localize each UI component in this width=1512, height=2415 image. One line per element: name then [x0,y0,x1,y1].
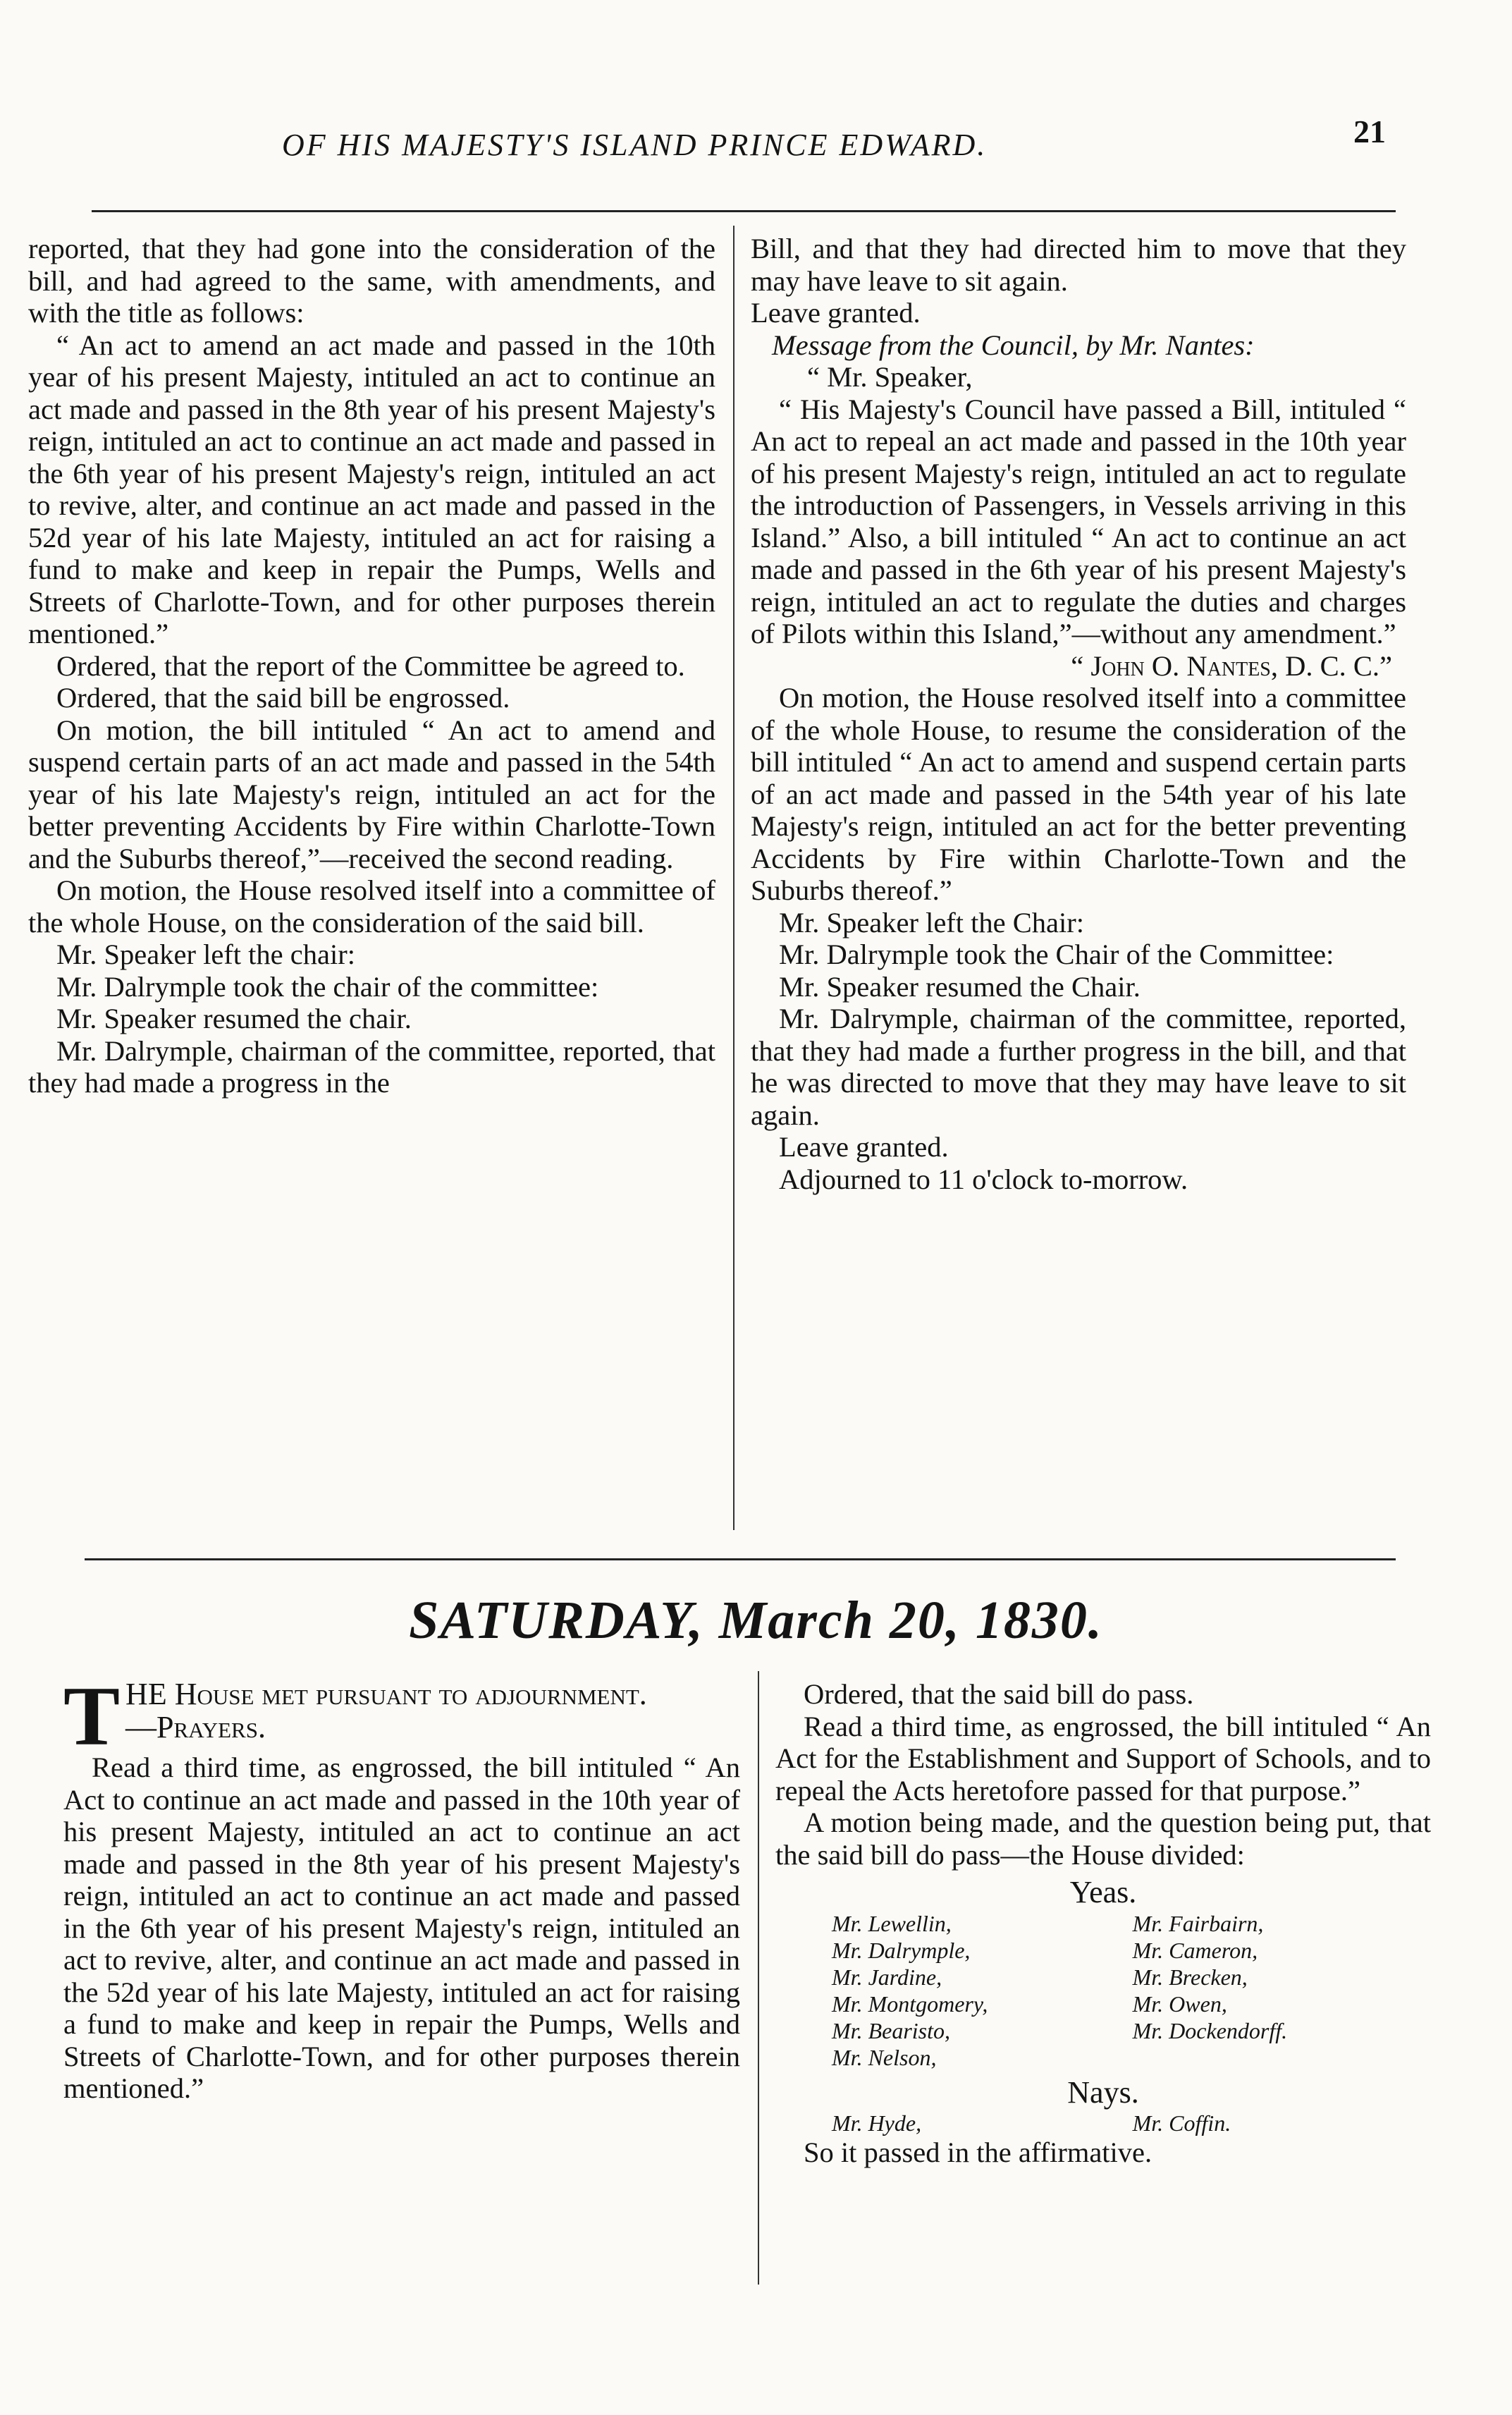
signature: “ John O. Nantes, D. C. C.” [1071,649,1392,682]
message-heading: Message from the Council, by Mr. Nantes: [772,329,1255,361]
column-divider [733,226,735,1530]
running-title: OF HIS MAJESTY'S ISLAND PRINCE EDWARD. [282,128,988,162]
paragraph: reported, that they had gone into the consideration of the bill, and had agreed to the same, with amendments, and with the title as follows: [28,233,715,329]
paragraph: On motion, the House resolved itself into a committee of the whole House, to resume the consideration of the bill intituled “ An act to amend and suspend certain parts of an act made and passed in the 54th year of his late Majesty's reign, intituled an act for the better preventing Accidents by Fire within Charlotte-Town and the Suburbs thereof.” [751,682,1406,906]
paragraph: On motion, the House resolved itself into a committee of the whole House, on the consideration of the said bill. [28,874,715,939]
left-column-bottom [63,1669,740,2105]
paragraph: Mr. Dalrymple, chairman of the committee, reported, that they had made a progress in the [28,1034,715,1099]
opening-line: HE House met pursuant to adjournment. [125,1677,647,1711]
prayers-label: —Prayers. [125,1709,266,1744]
closing-line: So it passed in the affirmative. [804,2136,1153,2168]
column-divider [758,1671,759,2285]
vote-row [775,1937,1431,1964]
right-column-bottom [775,1678,1431,2169]
paragraph: Mr. Speaker left the Chair: [779,906,1085,939]
vote-row [775,1910,1431,1937]
member-name: Mr. Nelson, [832,2044,937,2070]
section-rule [85,1558,1396,1560]
paragraph: Ordered, that the said bill be engrossed. [56,682,510,714]
paragraph: Mr. Speaker resumed the Chair. [779,970,1141,1003]
paragraph: “ An act to amend an act made and passed in the 10th year of his present Majesty, intituled an act to continue an act made and passed in the 8th year of his present Majesty's reign, intituled an act to continue an act made and passed in the 6th year of his present Majesty's reign, intituled an act to revive, alter, and continue an act made and passed in the 52d year of his late Majesty, intituled an act for raising a fund to make and keep in repair the Pumps, Wells and Streets of Charlotte-Town, and for other purposes therein mentioned.” [28,329,715,649]
vote-row [775,2044,1431,2071]
vote-row [775,2110,1431,2136]
member-name: Mr. Dockendorff. [1132,2017,1288,2043]
member-name: Mr. Lewellin, [832,1910,952,1936]
paragraph: Bill, and that they had directed him to move that they may have leave to sit again. [751,233,1406,297]
left-column-top [28,233,715,1099]
vote-row [775,1991,1431,2017]
paragraph: Ordered, that the said bill do pass. [804,1678,1194,1710]
member-name: Mr. Hyde, [832,2110,922,2136]
yeas-label: Yeas. [1069,1875,1137,1909]
council-message: “ His Majesty's Council have passed a Bill, intituled “ An act to repeal an act made and passed in the 10th year of his present Majesty's reign, intituled an act to regulate the introduction of Passengers, in Vessels arriving in this Island.” Also, a bill intituled “ An act to continue an act made and passed in the 6th year of his present Majesty's reign, intituled an act to regulate the duties and charges of Pilots within this Island,”—without any amendment.” [751,393,1406,649]
date-heading: SATURDAY, March 20, 1830. [409,1591,1103,1650]
paragraph: Leave granted. [751,297,921,329]
paragraph: A motion being made, and the question being put, that the said bill do pass—the House divided: [775,1806,1431,1871]
paragraph: Mr. Dalrymple took the Chair of the Committee: [779,939,1334,970]
member-name: Mr. Owen, [1132,1991,1227,2017]
member-name: Mr. Bearisto, [832,2017,950,2043]
paragraph: Leave granted. [779,1131,949,1163]
right-column-top [751,233,1406,1195]
paragraph: Adjourned to 11 o'clock to-morrow. [779,1163,1188,1195]
paragraph: Mr. Speaker left the chair: [56,939,355,970]
drop-cap: T [63,1669,121,1763]
salutation: “ Mr. Speaker, [807,361,973,393]
running-head [0,106,1512,169]
paragraph: Mr. Dalrymple, chairman of the committee, reported, that they had made a further progress in the bill, and that he was directed to move that they may have leave to sit again. [751,1003,1406,1131]
member-name: Mr. Jardine, [832,1964,942,1990]
paragraph: Mr. Speaker resumed the chair. [56,1003,412,1034]
page-number: 21 [1353,114,1386,149]
paragraph: Read a third time, as engrossed, the bill intituled “ An Act to continue an act made and passed in the 10th year of his present Majesty, intituled an act to continue an act made and passed in the 8th year of his present Majesty's reign, intituled an act to continue an act made and passed in the 6th year of his present Majesty's reign, intituled an act to revive, alter, and continue an act made and passed in the 52d year of his late Majesty, intituled an act for raising a fund to make and keep in repair the Pumps, Wells and Streets of Charlotte-Town, and for other purposes therein mentioned.” [63,1751,740,2104]
paragraph: Read a third time, as engrossed, the bill intituled “ An Act for the Establishment and Support of Schools, and to repeal the Acts heretofore passed for that purpose.” [775,1710,1431,1806]
vote-row [775,2017,1431,2044]
opening-paragraph [63,1669,740,1763]
paragraph: Ordered, that the report of the Committee be agreed to. [56,649,685,682]
nays-label: Nays. [1067,2074,1139,2110]
member-name: Mr. Brecken, [1132,1964,1248,1990]
member-name: Mr. Cameron, [1132,1937,1258,1963]
member-name: Mr. Montgomery, [832,1991,988,2017]
member-name: Mr. Coffin. [1132,2110,1231,2136]
member-name: Mr. Fairbairn, [1132,1910,1264,1936]
paragraph: Mr. Dalrymple took the chair of the committee: [56,970,599,1003]
member-name: Mr. Dalrymple, [832,1937,971,1963]
vote-row [775,1964,1431,1991]
header-rule [92,210,1396,212]
paragraph: On motion, the bill intituled “ An act to amend and suspend certain parts of an act made and passed in the 54th year of his late Majesty's reign, intituled an act for the better preventing Accidents by Fire within Charlotte-Town and the Suburbs thereof,”—received the second reading. [28,714,715,874]
